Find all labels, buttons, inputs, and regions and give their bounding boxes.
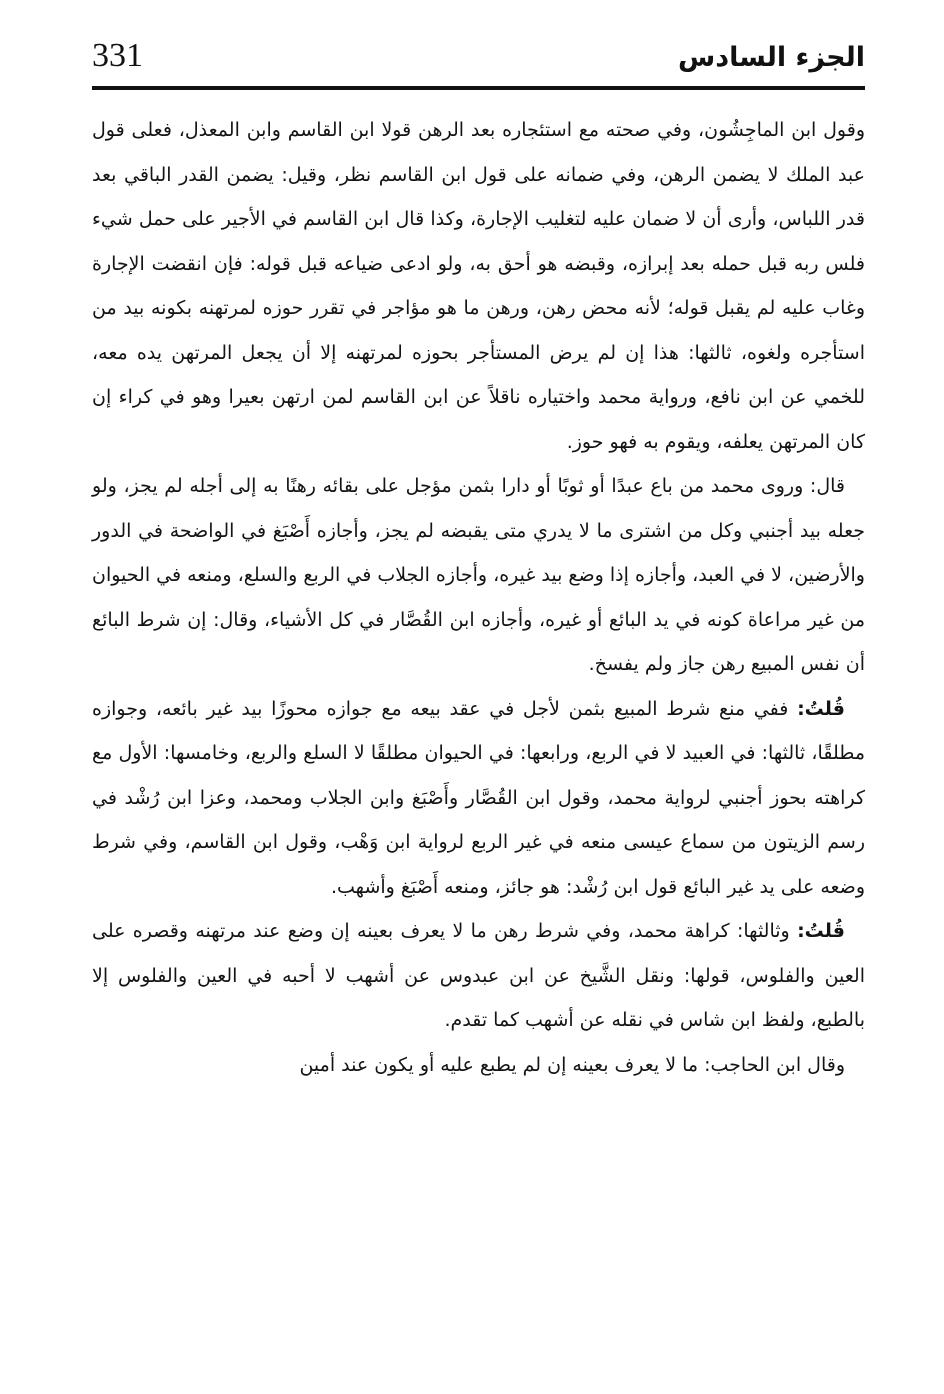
body-text [92, 108, 865, 1087]
paragraph [92, 909, 865, 1043]
paragraph-text: وثالثها: كراهة محمد، وفي شرط رهن ما لا يعرف بعينه إن وضع عند مرتهنه وقصره على العين والفلوس، قولها: ونقل الشَّيخ عن ابن عبدوس عن أشهب لا أحبه في العين والفلوس إلا بالطبع، ولفظ ابن شاس في نقله عن أشهب كما تقدم. [92, 920, 865, 1031]
running-head: الجزء السادس [678, 42, 865, 73]
header-rule [92, 86, 865, 90]
page-header [92, 34, 865, 86]
paragraph [92, 464, 865, 687]
paragraph-text: ففي منع شرط المبيع بثمن لأجل في عقد بيعه مع جوازه محوزًا بيد غير بائعه، وجوازه مطلقًا، ثالثها: في العبيد لا في الربع، ورابعها: في الحيوان مطلقًا لا السلع والربع، وخامسها: الأول مع كراهته بحوز أجنبي لرواية محمد، وقول ابن القُصَّار وأَصْبَغ وابن الجلاب ومحمد، وعزا ابن رُشْد في رسم الزيتون من سماع عيسى منعه في غير الربع لرواية ابن وَهْب، وقول ابن القاسم، وفي شرط وضعه على يد غير البائع قول ابن رُشْد: هو جائز، ومنعه أَصْبَغ وأشهب. [92, 697, 865, 898]
paragraph-lead: قُلتُ: [797, 697, 845, 720]
page-number: 331 [92, 37, 143, 74]
paragraph [92, 687, 865, 910]
paragraph [92, 1043, 865, 1088]
paragraph-text: وقول ابن الماجِشُون، وفي صحته مع استئجاره بعد الرهن قولا ابن القاسم وابن المعذل، فعلى قول عبد الملك لا يضمن الرهن، وفي ضمانه على قول ابن القاسم نظر، وقيل: يضمن القدر الباقي بعد قدر اللباس، وأرى أن لا ضمان عليه لتغليب الإجارة، وكذا قال ابن القاسم في الأجير على حمل شيء فلس ربه قبل حمله بعد إبرازه، وقبضه هو أحق به، ولو ادعى ضياعه قبل قوله: فإن انقضت الإجارة وغاب عليه لم يقبل قوله؛ لأنه محض رهن، ورهن ما هو مؤاجر في تقرر حوزه لمرتهنه بكونه بيد من استأجره ولغوه، ثالثها: هذا إن لم يرض المستأجر بحوزه لمرتهنه إلا أن يجعل المرتهن يده معه، للخمي عن ابن نافع، ورواية محمد واختياره ناقلاً عن ابن القاسم لمن ارتهن بعيرا وهو في كراء إن كان المرتهن يعلفه، ويقوم به فهو حوز. [92, 119, 865, 453]
paragraph-lead: قُلتُ: [797, 920, 845, 942]
paragraph [92, 108, 865, 464]
paragraph-text: وقال ابن الحاجب: ما لا يعرف بعينه إن لم يطبع عليه أو يكون عند أمين [299, 1053, 845, 1076]
paragraph-text: قال: وروى محمد من باع عبدًا أو ثوبًا أو دارا بثمن مؤجل على بقائه رهنًا به إلى أجله لم يجز، ولو جعله بيد أجنبي وكل من اشترى ما لا يدري متى يقبضه لم يجز، وأجازه أَصْبَغ في الواضحة في الدور والأرضين، لا في العبد، وأجازه إذا وضع بيد غيره، وأجازه الجلاب في الربع والسلع، ومنعه في الحيوان من غير مراعاة كونه في يد البائع أو غيره، وأجازه ابن القُصَّار في كل الأشياء، وقال: إن شرط البائع أن نفس المبيع رهن جاز ولم يفسخ. [92, 475, 865, 675]
